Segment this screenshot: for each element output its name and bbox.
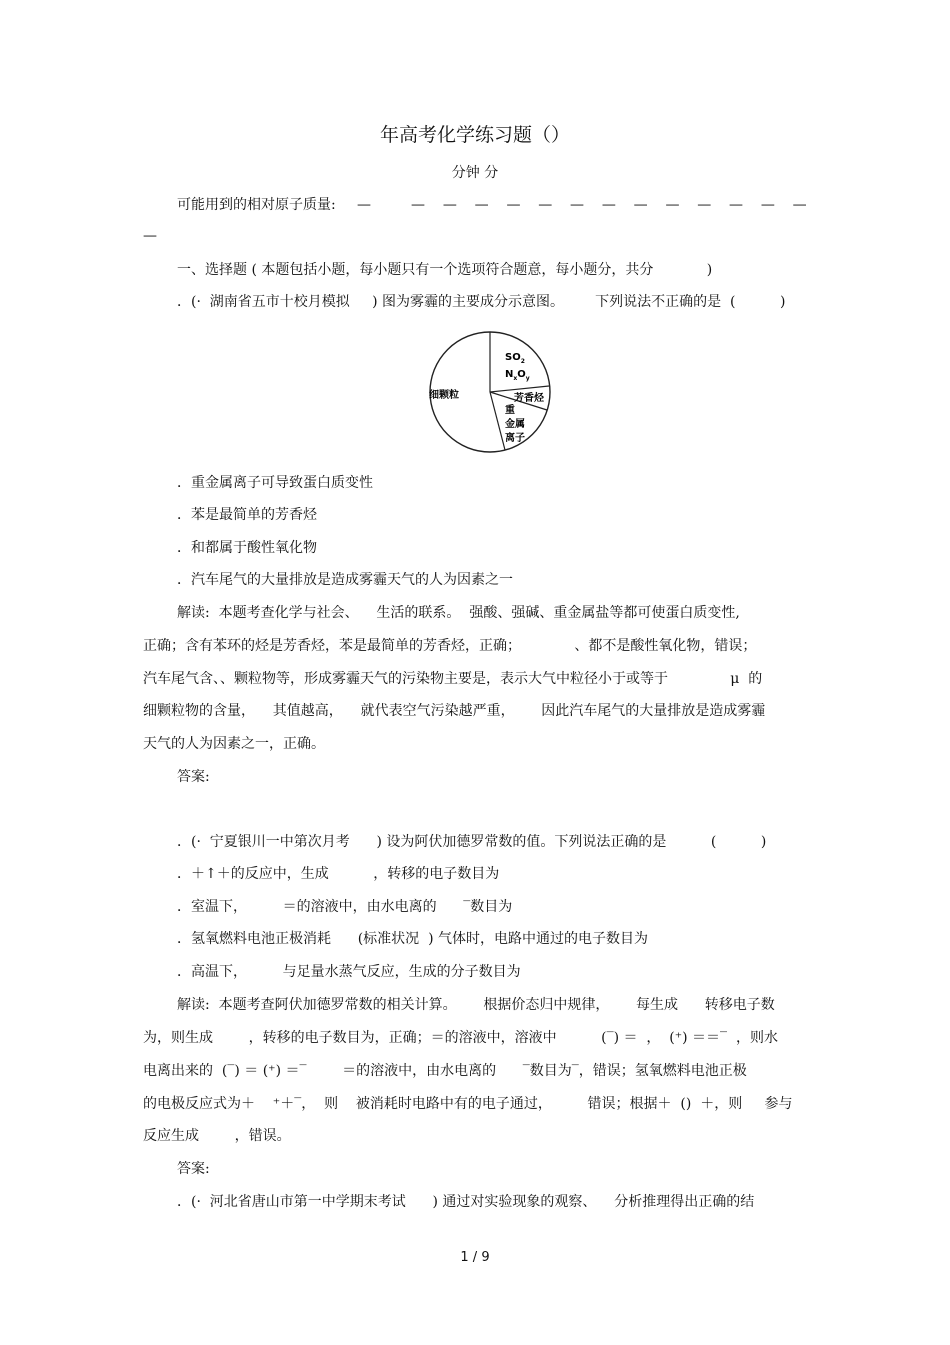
q1-explain-4: 细颗粒物的含量， 其值越高， 就代表空气污染越严重， 因此汽车尾气的大量排放是造成雾霾 (143, 703, 766, 719)
atomic-mass-label: 可能用到的相对原子质量: (177, 197, 336, 213)
q1-explain-1: 解读: 本题考查化学与社会、 生活的联系。 强酸、强碱、重金属盐等都可使蛋白质变性, (177, 605, 740, 621)
atomic-mass-dashes: — — — — — — — — — — — — — — (357, 197, 807, 213)
q3-stem: ．(· 河北省唐山市第一中学期末考试 ) 通过对实验现象的观察、 分析推理得出正确的结 (177, 1194, 755, 1210)
subtitle: 分钟 分 (451, 165, 499, 181)
q1-option-b: ．苯是最简单的芳香烃 (177, 507, 317, 523)
pie-label-heavy-1: 重 (505, 405, 515, 416)
q2-explain-3: 电离出来的 (‾) ＝ (⁺) ＝‾ ＝的溶液中，由水电离的 ‾数目为‾，错误；氢氧燃料电池正极 (143, 1063, 747, 1079)
q1-explain-2: 正确；含有苯环的烃是芳香烃，苯是最简单的芳香烃，正确； 、都不是酸性氧化物，错误； (143, 638, 757, 654)
q2-answer: 答案: (177, 1161, 210, 1177)
q1-explain-5: 天气的人为因素之一，正确。 (143, 736, 325, 752)
pie-label-fine-particles: 细颗粒 (429, 390, 459, 401)
q2-stem: ．(· 宁夏银川一中第次月考 ) 设为阿伏加德罗常数的值。下列说法正确的是 ( ) (177, 834, 767, 850)
q2-option-b: ．室温下， ＝的溶液中，由水电离的 ‾数目为 (177, 899, 513, 915)
pie-label-heavy-3: 离子 (505, 433, 525, 444)
q2-option-a: ．＋↑＋的反应中，生成 ，转移的电子数目为 (177, 866, 500, 882)
pie-label-aromatic: 芳香烃 (514, 393, 544, 404)
q1-answer: 答案: (177, 769, 210, 785)
q1-stem: ．(· 湖南省五市十校月模拟 ) 图为雾霾的主要成分示意图。 下列说法不正确的是 ( ) (177, 294, 786, 310)
page-title: 年高考化学练习题（） (379, 124, 570, 146)
page-number: 1 / 9 (460, 1250, 490, 1265)
q1-option-c: ．和都属于酸性氧化物 (177, 540, 317, 556)
q2-explain-5: 反应生成 ，错误。 (143, 1128, 291, 1144)
pie-label-nxoy: $N_xO_y$ (505, 369, 530, 382)
pie-label-so2: $SO_2$ (505, 352, 525, 365)
atomic-mass-dash-continued: — (143, 228, 157, 244)
pie-label-heavy-2: 金属 (505, 419, 525, 430)
q1-explain-3: 汽车尾气含、、颗粒物等，形成雾霾天气的污染物主要是，表示大气中粒径小于或等于 μ 的 (143, 671, 763, 687)
smog-composition-pie (425, 330, 555, 455)
section-heading: 一、选择题 ( 本题包括小题，每小题只有一个选项符合题意，每小题分，共分 ) (177, 262, 713, 278)
q1-option-a: ．重金属离子可导致蛋白质变性 (177, 475, 373, 491)
q2-option-c: ．氢氧燃料电池正极消耗 (标准状况 ) 气体时，电路中通过的电子数目为 (177, 931, 648, 947)
q2-option-d: ．高温下， 与足量水蒸气反应，生成的分子数目为 (177, 964, 521, 980)
q1-option-d: ．汽车尾气的大量排放是造成雾霾天气的人为因素之一 (177, 572, 513, 588)
q2-explain-4: 的电极反应式为＋ ⁺＋‾， 则 被消耗时电路中有的电子通过， 错误；根据＋ () ＋，则 参与 (143, 1096, 793, 1112)
q2-explain-1: 解读: 本题考查阿伏加德罗常数的相关计算。 根据价态归中规律， 每生成 转移电子数 (177, 997, 775, 1013)
q2-explain-2: 为，则生成 ，转移的电子数目为，正确；＝的溶液中，溶液中 (‾) ＝ ， (⁺) ＝＝‾ ，则水 (143, 1030, 778, 1046)
